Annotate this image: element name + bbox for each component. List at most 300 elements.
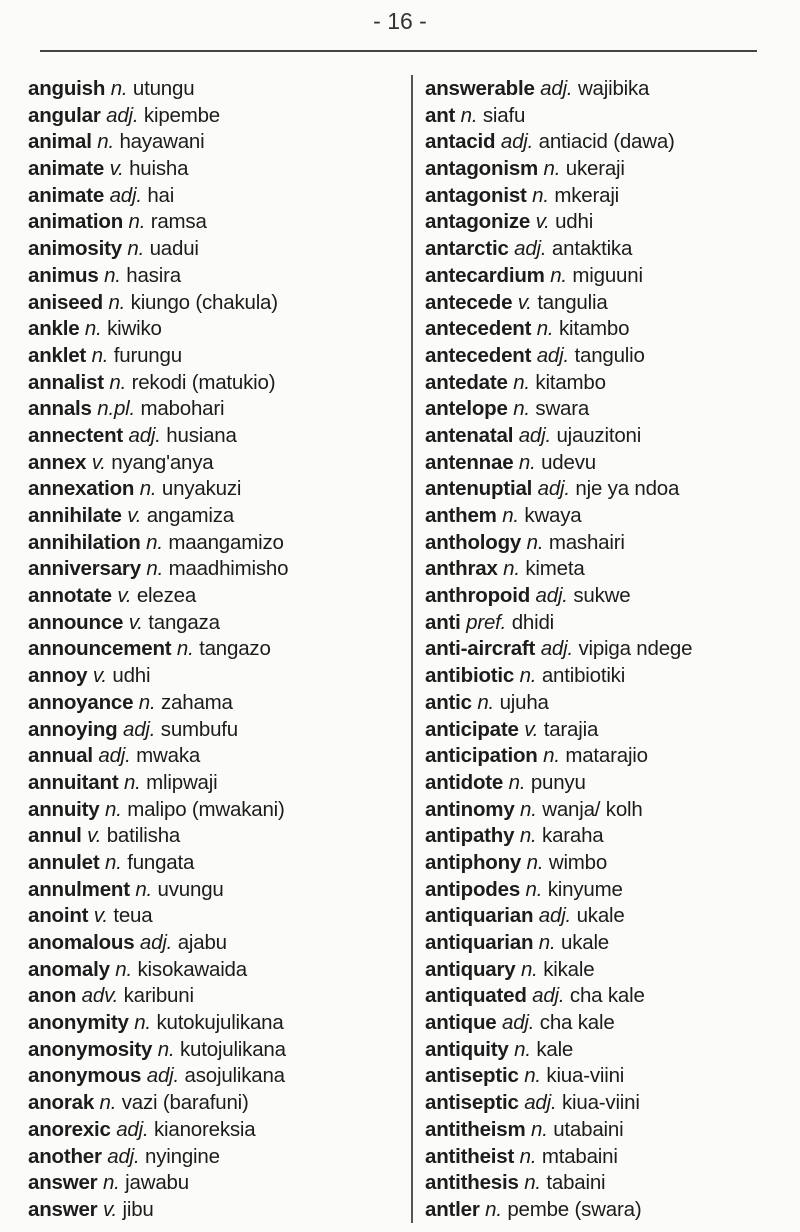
part-of-speech: n. (513, 397, 530, 421)
header-rule (40, 50, 757, 52)
translation: matarajio (565, 744, 648, 768)
part-of-speech: n. (104, 263, 121, 287)
part-of-speech: adj. (537, 477, 570, 501)
dictionary-entry (425, 610, 692, 637)
translation: huisha (129, 157, 189, 181)
translation: kipembe (143, 103, 221, 127)
part-of-speech: adj. (116, 1117, 149, 1141)
headword: antiquity (425, 1037, 509, 1061)
translation: tangazo (199, 637, 271, 661)
part-of-speech: n. (102, 1171, 120, 1195)
part-of-speech: v. (92, 664, 107, 688)
translation: furungu (113, 343, 182, 367)
headword: annoying (28, 717, 118, 741)
part-of-speech: n. (536, 317, 554, 341)
translation: unyakuzi (161, 477, 242, 501)
headword: angular (28, 103, 101, 127)
headword: announce (28, 610, 124, 634)
part-of-speech: v. (517, 290, 532, 314)
part-of-speech: n. (176, 637, 194, 661)
translation: cha kale (539, 1011, 615, 1035)
translation: kale (536, 1037, 574, 1061)
translation: husiana (166, 423, 237, 447)
part-of-speech: n. (543, 157, 561, 181)
headword: annihilation (28, 530, 141, 554)
translation: udhi (555, 210, 594, 234)
translation: mkeraji (554, 183, 620, 207)
headword: anthrax (425, 557, 498, 581)
part-of-speech: v. (524, 717, 539, 741)
headword: antecede (425, 290, 513, 314)
part-of-speech: n. (105, 850, 122, 874)
part-of-speech: n. (460, 103, 478, 127)
column-divider (411, 75, 413, 1223)
headword: antacid (425, 130, 496, 154)
dictionary-entry (425, 1197, 692, 1224)
translation: tangulio (574, 343, 645, 367)
dictionary-entry (28, 370, 288, 397)
translation: kimeta (525, 557, 585, 581)
dictionary-entry (425, 503, 692, 530)
dictionary-entry (425, 636, 692, 663)
translation: maadhimisho (168, 557, 289, 581)
dictionary-entry (425, 530, 692, 557)
headword: annoy (28, 664, 88, 688)
translation: hayawani (119, 130, 205, 154)
translation: ajabu (177, 931, 227, 954)
dictionary-entry (425, 983, 692, 1010)
dictionary-entry (28, 183, 288, 210)
headword: animal (28, 130, 92, 154)
translation: elezea (136, 584, 197, 608)
dictionary-entry (28, 76, 288, 103)
headword: anoint (28, 904, 89, 928)
translation: angamiza (146, 504, 235, 527)
headword: antiquated (425, 984, 527, 1008)
translation: karibuni (123, 984, 194, 1008)
dictionary-entry (425, 1063, 692, 1090)
part-of-speech: v. (128, 610, 143, 634)
translation: kinyume (547, 877, 623, 901)
translation: utungu (132, 77, 195, 100)
translation: mashairi (548, 530, 625, 554)
part-of-speech: n. (139, 477, 157, 501)
part-of-speech: v. (117, 584, 132, 608)
dictionary-entry (28, 743, 288, 770)
part-of-speech: n. (531, 1117, 548, 1141)
dictionary-entry (425, 823, 692, 850)
part-of-speech: n. (108, 290, 126, 314)
dictionary-entry (28, 450, 288, 477)
part-of-speech: n. (115, 957, 132, 981)
part-of-speech: n. (138, 690, 156, 714)
dictionary-entry (425, 1090, 692, 1117)
headword: annul (28, 824, 82, 848)
translation: kutojulikana (179, 1037, 286, 1061)
dictionary-entry (28, 103, 288, 130)
translation: vazi (barafuni) (121, 1091, 249, 1115)
translation: tabaini (546, 1171, 606, 1195)
part-of-speech: adj. (128, 423, 161, 447)
dictionary-entry (425, 450, 692, 477)
dictionary-entry (28, 503, 288, 530)
translation: ukale (561, 931, 610, 954)
dictionary-entry (425, 930, 692, 957)
translation: kiwiko (107, 317, 162, 341)
dictionary-entry (28, 263, 288, 290)
headword: anonymous (28, 1064, 142, 1088)
dictionary-entry (425, 690, 692, 717)
translation: pembe (swara) (507, 1197, 642, 1221)
part-of-speech: n. (526, 850, 544, 874)
part-of-speech: adj. (139, 931, 173, 954)
dictionary-entry (425, 129, 692, 156)
dictionary-entry (28, 636, 288, 663)
dictionary-entry (28, 930, 288, 957)
headword: antique (425, 1011, 497, 1035)
headword: antagonize (425, 210, 531, 234)
dictionary-entry (28, 850, 288, 877)
dictionary-entry (425, 236, 692, 263)
headword: aniseed (28, 290, 103, 314)
dictionary-entry (425, 103, 692, 130)
translation: asojulikana (184, 1064, 285, 1088)
headword: antarctic (425, 237, 509, 261)
headword: anti-aircraft (425, 637, 536, 661)
part-of-speech: n. (91, 343, 109, 367)
headword: antiquarian (425, 931, 534, 954)
dictionary-entry (28, 476, 288, 503)
part-of-speech: adj. (106, 103, 139, 127)
part-of-speech: v. (127, 504, 142, 527)
headword: animation (28, 210, 124, 234)
headword: antiseptic (425, 1064, 519, 1088)
headword: anti (425, 610, 461, 634)
part-of-speech: n. (135, 877, 153, 901)
part-of-speech: v. (87, 824, 102, 848)
dictionary-entry (28, 209, 288, 236)
headword: antipodes (425, 877, 521, 901)
part-of-speech: adj. (514, 237, 547, 261)
part-of-speech: n. (84, 317, 102, 341)
part-of-speech: n. (520, 957, 538, 981)
headword: antidote (425, 770, 504, 794)
translation: kwaya (524, 504, 582, 527)
dictionary-entry (425, 343, 692, 370)
part-of-speech: adj. (535, 584, 568, 608)
dictionary-entry (425, 1037, 692, 1064)
headword: ant (425, 103, 456, 127)
translation: miguuni (572, 263, 643, 287)
headword: animate (28, 157, 105, 181)
translation: uvungu (157, 877, 224, 901)
part-of-speech: adj. (518, 423, 551, 447)
dictionary-entry (28, 1197, 288, 1224)
dictionary-entry (28, 530, 288, 557)
headword: answer (28, 1171, 98, 1195)
part-of-speech: adj. (532, 984, 565, 1008)
dictionary-entry (425, 183, 692, 210)
headword: antecedent (425, 343, 532, 367)
headword: anomalous (28, 931, 135, 954)
dictionary-entry (425, 1144, 692, 1171)
headword: anthem (425, 504, 497, 527)
headword: anonymosity (28, 1037, 153, 1061)
part-of-speech: n. (524, 1171, 541, 1195)
dictionary-entry (28, 1144, 288, 1171)
part-of-speech: n. (105, 797, 122, 821)
part-of-speech: adj. (98, 744, 131, 768)
translation: ujuha (499, 690, 549, 714)
headword: anguish (28, 77, 106, 100)
part-of-speech: n. (99, 1091, 117, 1115)
dictionary-entry (425, 903, 692, 930)
part-of-speech: v. (535, 210, 550, 234)
part-of-speech: n. (503, 557, 520, 581)
headword: antithesis (425, 1171, 519, 1195)
translation: karaha (542, 824, 604, 848)
translation: punyu (530, 770, 586, 794)
translation: antibiotiki (541, 664, 626, 688)
dictionary-entry (28, 236, 288, 263)
right-column (425, 76, 692, 1224)
dictionary-entry (425, 743, 692, 770)
part-of-speech: adj. (540, 637, 573, 661)
dictionary-entry (425, 797, 692, 824)
dictionary-entry (425, 476, 692, 503)
dictionary-entry (28, 1170, 288, 1197)
translation: siafu (482, 103, 526, 127)
headword: antagonism (425, 157, 539, 181)
part-of-speech: n. (109, 370, 127, 394)
headword: annoyance (28, 690, 134, 714)
translation: nyang'anya (111, 450, 214, 474)
part-of-speech: n. (502, 504, 519, 527)
dictionary-entry (28, 663, 288, 690)
dictionary-entry (28, 797, 288, 824)
part-of-speech: adj. (524, 1091, 557, 1115)
part-of-speech: n. (128, 210, 146, 234)
translation: wimbo (548, 850, 608, 874)
headword: answerable (425, 77, 535, 100)
headword: annectent (28, 423, 124, 447)
translation: swara (535, 397, 590, 421)
headword: antecardium (425, 263, 545, 287)
page-number: - 16 - (373, 8, 427, 34)
translation: wanja/ kolh (542, 797, 643, 821)
headword: announcement (28, 637, 172, 661)
part-of-speech: n. (525, 877, 543, 901)
headword: annual (28, 744, 93, 768)
part-of-speech: n. (127, 237, 145, 261)
dictionary-entry (425, 1170, 692, 1197)
headword: antagonist (425, 183, 527, 207)
dictionary-entry (425, 1010, 692, 1037)
dictionary-entry (425, 850, 692, 877)
translation: sumbufu (160, 717, 239, 741)
dictionary-entry (425, 396, 692, 423)
part-of-speech: n. (532, 183, 549, 207)
headword: anniversary (28, 557, 141, 581)
part-of-speech: n. (526, 530, 544, 554)
part-of-speech: n. (538, 931, 556, 954)
headword: ankle (28, 317, 80, 341)
headword: antibiotic (425, 664, 515, 688)
headword: antiquarian (425, 904, 534, 928)
headword: anticipation (425, 744, 538, 768)
headword: antler (425, 1197, 480, 1221)
part-of-speech: adj. (500, 130, 534, 154)
part-of-speech: adj. (109, 183, 142, 207)
translation: zahama (161, 690, 233, 714)
dictionary-entry (28, 556, 288, 583)
translation: mabohari (140, 397, 225, 421)
headword: anklet (28, 343, 87, 367)
part-of-speech: n. (123, 770, 141, 794)
translation: kiua-viini (561, 1091, 640, 1115)
translation: utabaini (553, 1117, 624, 1141)
headword: annotate (28, 584, 112, 608)
headword: animate (28, 183, 105, 207)
headword: antiseptic (425, 1091, 519, 1115)
headword: annexation (28, 477, 135, 501)
dictionary-entry (425, 957, 692, 984)
dictionary-entry (425, 717, 692, 744)
dictionary-entry (28, 1063, 288, 1090)
part-of-speech: n. (519, 1144, 537, 1168)
headword: antipathy (425, 824, 515, 848)
dictionary-entry (425, 209, 692, 236)
translation: ukale (576, 904, 625, 928)
translation: batilisha (106, 824, 181, 848)
part-of-speech: n. (543, 744, 560, 768)
dictionary-entry (28, 957, 288, 984)
translation: tangulia (537, 290, 608, 314)
dictionary-entry (28, 316, 288, 343)
part-of-speech: n. (550, 263, 567, 287)
part-of-speech: v. (109, 157, 124, 181)
headword: anon (28, 984, 77, 1008)
dictionary-entry (28, 1117, 288, 1144)
dictionary-entry (425, 316, 692, 343)
translation: kitambo (535, 370, 606, 394)
part-of-speech: n. (514, 1037, 531, 1061)
headword: animosity (28, 237, 122, 261)
dictionary-entry (28, 129, 288, 156)
translation: kiua-viini (546, 1064, 625, 1088)
dictionary-entry (425, 76, 692, 103)
translation: kianoreksia (154, 1117, 256, 1141)
dictionary-entry (425, 877, 692, 904)
dictionary-entry (28, 717, 288, 744)
dictionary-entry (425, 770, 692, 797)
dictionary-entry (28, 690, 288, 717)
part-of-speech: v. (102, 1197, 117, 1221)
part-of-speech: n. (518, 450, 536, 474)
translation: sukwe (573, 584, 631, 608)
translation: antaktika (551, 237, 633, 261)
dictionary-entry (425, 556, 692, 583)
headword: annulment (28, 877, 130, 901)
part-of-speech: v. (93, 904, 108, 928)
translation: ramsa (150, 210, 207, 234)
headword: antelope (425, 397, 508, 421)
translation: dhidi (511, 610, 554, 634)
translation: nje ya ndoa (575, 477, 680, 501)
dictionary-entry (28, 903, 288, 930)
part-of-speech: adj. (536, 343, 569, 367)
translation: fungata (127, 850, 195, 874)
dictionary-entry (425, 583, 692, 610)
part-of-speech: n. (134, 1011, 151, 1035)
translation: malipo (mwakani) (127, 797, 285, 821)
translation: jawabu (125, 1171, 189, 1195)
translation: vipiga ndege (578, 637, 693, 661)
translation: jibu (122, 1197, 154, 1221)
dictionary-entry (425, 370, 692, 397)
part-of-speech: n. (519, 824, 537, 848)
part-of-speech: n. (146, 557, 164, 581)
headword: anthropoid (425, 584, 531, 608)
part-of-speech: n. (157, 1037, 175, 1061)
part-of-speech: n.pl. (97, 397, 135, 421)
translation: mlipwaji (146, 770, 218, 794)
headword: anorexic (28, 1117, 111, 1141)
translation: tarajia (543, 717, 599, 741)
translation: ujauzitoni (556, 423, 642, 447)
dictionary-entry (28, 610, 288, 637)
translation: mtabaini (541, 1144, 618, 1168)
dictionary-entry (28, 396, 288, 423)
translation: uadui (149, 237, 199, 261)
part-of-speech: n. (146, 530, 163, 554)
headword: annulet (28, 850, 100, 874)
part-of-speech: n. (513, 370, 530, 394)
part-of-speech: pref. (466, 610, 507, 634)
headword: annex (28, 450, 87, 474)
translation: mwaka (136, 744, 201, 768)
part-of-speech: n. (508, 770, 526, 794)
dictionary-entry (28, 770, 288, 797)
dictionary-entry (28, 343, 288, 370)
headword: antinomy (425, 797, 515, 821)
headword: answer (28, 1197, 98, 1221)
headword: annuity (28, 797, 100, 821)
headword: anomaly (28, 957, 110, 981)
translation: kiungo (chakula) (130, 290, 278, 314)
headword: annuitant (28, 770, 119, 794)
translation: tangaza (148, 610, 220, 634)
translation: hai (147, 183, 175, 207)
translation: nyingine (145, 1144, 220, 1168)
translation: cha kale (569, 984, 645, 1008)
dictionary-entry (28, 1010, 288, 1037)
translation: ukeraji (565, 157, 625, 181)
part-of-speech: adj. (502, 1011, 535, 1035)
left-column (28, 76, 288, 1224)
headword: antenuptial (425, 477, 533, 501)
dictionary-entry (28, 583, 288, 610)
part-of-speech: n. (520, 797, 537, 821)
headword: animus (28, 263, 99, 287)
dictionary-entry (425, 663, 692, 690)
translation: kutokujulikana (156, 1011, 284, 1035)
translation: maangamizo (168, 530, 284, 554)
translation: kitambo (558, 317, 630, 341)
translation: wajibika (577, 77, 650, 100)
dictionary-entry (28, 877, 288, 904)
headword: antedate (425, 370, 508, 394)
